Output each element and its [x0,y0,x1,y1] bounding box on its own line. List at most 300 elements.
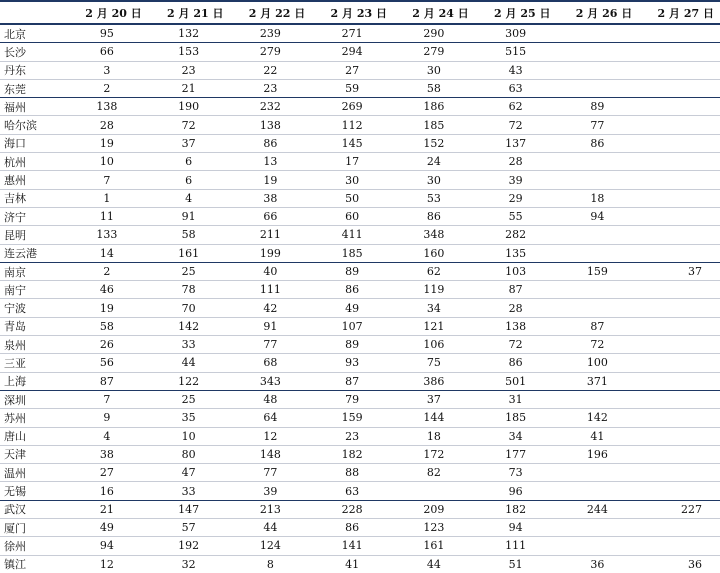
city-cell: 青岛 [0,317,66,335]
value-cell [638,445,720,463]
city-cell: 镇江 [4,558,26,572]
value-cell: 124 [230,537,312,555]
value-cell: 145 [311,134,393,152]
header-date: 2 月 25 日 [475,1,557,24]
value-cell: 6 [148,171,230,189]
city-cell: 唐山 [0,427,66,445]
value-cell: 16 [66,482,148,500]
value-cell: 86 [393,207,475,225]
table-row [0,153,720,171]
value-cell: 58 [148,226,230,244]
value-cell: 44 [426,557,441,571]
value-cell: 94 [66,537,148,555]
value-cell: 1 [66,189,148,207]
table-row [0,427,720,445]
value-cell [638,226,720,244]
value-cell: 37 [148,134,230,152]
table-row [0,500,720,518]
table-row [0,24,720,43]
value-cell: 72 [148,116,230,134]
value-cell: 185 [475,409,557,427]
table-row [0,519,720,537]
city-cell: 济宁 [0,207,66,225]
value-cell: 42 [230,299,312,317]
value-cell: 7 [66,390,148,408]
value-cell: 55 [475,207,557,225]
value-cell: 348 [393,226,475,244]
value-cell: 49 [66,519,148,537]
value-cell [638,98,720,116]
header-date: 2 月 24 日 [393,1,475,24]
value-cell: 80 [148,445,230,463]
value-cell [557,244,639,262]
value-cell [557,79,639,97]
value-cell: 122 [148,372,230,390]
value-cell: 343 [230,372,312,390]
table-row [0,372,720,390]
value-cell: 56 [66,354,148,372]
value-cell: 28 [66,116,148,134]
table-row [0,98,720,116]
value-cell [638,427,720,445]
value-cell: 10 [66,153,148,171]
value-cell: 186 [393,98,475,116]
value-cell: 282 [475,226,557,244]
value-cell [638,299,720,317]
value-cell: 37 [393,390,475,408]
city-cell: 三亚 [0,354,66,372]
value-cell: 106 [393,336,475,354]
value-cell: 94 [475,519,557,537]
header-date: 2 月 22 日 [230,1,312,24]
value-cell: 18 [393,427,475,445]
value-cell: 86 [557,134,639,152]
value-cell: 21 [66,500,148,518]
city-cell: 苏州 [0,409,66,427]
value-cell: 30 [393,171,475,189]
value-cell: 87 [311,372,393,390]
table-row [0,226,720,244]
value-cell: 294 [311,43,393,61]
city-cell: 武汉 [0,500,66,518]
value-cell: 19 [230,171,312,189]
value-cell [638,317,720,335]
value-cell: 138 [230,116,312,134]
value-cell: 269 [311,98,393,116]
value-cell: 161 [148,244,230,262]
city-cell: 天津 [0,445,66,463]
value-cell: 77 [230,464,312,482]
value-cell: 160 [393,244,475,262]
value-cell: 41 [557,427,639,445]
value-cell: 72 [475,116,557,134]
value-cell: 161 [393,537,475,555]
value-cell: 7 [66,171,148,189]
value-cell: 68 [230,354,312,372]
value-cell: 2 [66,79,148,97]
value-cell: 185 [311,244,393,262]
value-cell: 62 [393,262,475,280]
value-cell [393,482,475,500]
value-cell [638,61,720,79]
value-cell: 39 [230,482,312,500]
value-cell: 290 [393,24,475,43]
city-cell: 南京 [0,262,66,280]
value-cell [638,519,720,537]
value-cell: 95 [66,24,148,43]
value-cell: 147 [148,500,230,518]
value-cell: 79 [311,390,393,408]
value-cell: 64 [230,409,312,427]
table-row [0,134,720,152]
value-cell: 3 [66,61,148,79]
value-cell: 89 [311,336,393,354]
value-cell: 153 [148,43,230,61]
value-cell: 133 [66,226,148,244]
value-cell: 501 [475,372,557,390]
value-cell [557,537,639,555]
city-cell: 上海 [0,372,66,390]
value-cell: 36 [688,557,702,571]
value-cell: 72 [475,336,557,354]
city-cell: 泉州 [0,336,66,354]
value-cell: 411 [311,226,393,244]
value-cell: 70 [148,299,230,317]
header-date: 2 月 21 日 [148,1,230,24]
value-cell: 33 [148,482,230,500]
value-cell: 73 [475,464,557,482]
value-cell: 25 [148,390,230,408]
value-cell: 86 [311,281,393,299]
table-row [0,299,720,317]
table-row [0,390,720,408]
value-cell: 111 [475,537,557,555]
table-row [0,482,720,500]
value-cell: 132 [148,24,230,43]
value-cell: 53 [393,189,475,207]
city-cell: 长沙 [0,43,66,61]
value-cell [638,372,720,390]
city-cell: 温州 [0,464,66,482]
value-cell: 38 [66,445,148,463]
value-cell [557,226,639,244]
value-cell [557,61,639,79]
value-cell: 66 [230,207,312,225]
value-cell: 228 [311,500,393,518]
value-cell [557,299,639,317]
value-cell: 41 [345,557,360,571]
value-cell: 31 [475,390,557,408]
value-cell: 244 [557,500,639,518]
value-cell: 152 [393,134,475,152]
value-cell: 30 [311,171,393,189]
value-cell: 51 [508,557,523,571]
value-cell: 63 [475,79,557,97]
value-cell: 6 [148,153,230,171]
value-cell: 190 [148,98,230,116]
city-cell: 杭州 [0,153,66,171]
city-cell: 北京 [0,24,66,43]
value-cell: 58 [66,317,148,335]
value-cell: 12 [99,557,114,571]
city-cell: 徐州 [0,537,66,555]
table-row [0,207,720,225]
value-cell [557,390,639,408]
value-cell: 35 [148,409,230,427]
value-cell: 213 [230,500,312,518]
table-body [0,24,720,573]
value-cell: 63 [311,482,393,500]
value-cell: 82 [393,464,475,482]
value-cell: 28 [475,299,557,317]
value-cell: 137 [475,134,557,152]
value-cell: 91 [230,317,312,335]
value-cell: 37 [638,262,720,280]
value-cell: 119 [393,281,475,299]
value-cell [557,482,639,500]
table-row [0,262,720,280]
value-cell: 159 [311,409,393,427]
value-cell: 142 [557,409,639,427]
table-row [0,116,720,134]
value-cell [638,537,720,555]
value-cell: 87 [475,281,557,299]
city-cell: 无锡 [0,482,66,500]
value-cell [557,464,639,482]
value-cell [638,281,720,299]
city-cell: 丹东 [0,61,66,79]
city-cell: 连云港 [0,244,66,262]
table-row [0,317,720,335]
table-row [0,281,720,299]
value-cell [638,409,720,427]
value-cell: 13 [230,153,312,171]
value-cell [638,43,720,61]
value-cell: 89 [311,262,393,280]
value-cell [638,354,720,372]
value-cell [638,464,720,482]
value-cell: 142 [148,317,230,335]
value-cell: 182 [475,500,557,518]
value-cell: 46 [66,281,148,299]
value-cell: 77 [557,116,639,134]
value-cell: 23 [148,61,230,79]
value-cell: 100 [557,354,639,372]
value-cell: 44 [230,519,312,537]
value-cell [638,336,720,354]
value-cell: 23 [311,427,393,445]
value-cell: 30 [393,61,475,79]
value-cell: 50 [311,189,393,207]
table-row [0,336,720,354]
value-cell: 91 [148,207,230,225]
value-cell: 34 [393,299,475,317]
value-cell: 87 [66,372,148,390]
table-row [0,555,720,573]
table-row [0,354,720,372]
value-cell: 32 [181,557,196,571]
value-cell: 77 [230,336,312,354]
header-date: 2 月 27 日 [638,1,720,24]
value-cell: 515 [475,43,557,61]
value-cell [638,482,720,500]
value-cell: 86 [230,134,312,152]
value-cell: 239 [230,24,312,43]
value-cell: 60 [311,207,393,225]
table-row [0,189,720,207]
value-cell [557,43,639,61]
value-cell: 47 [148,464,230,482]
value-cell: 34 [475,427,557,445]
value-cell [638,171,720,189]
value-cell: 66 [66,43,148,61]
table-row [0,61,720,79]
value-cell: 4 [66,427,148,445]
value-cell: 196 [557,445,639,463]
value-cell: 4 [148,189,230,207]
city-cell: 哈尔滨 [0,116,66,134]
value-cell: 28 [475,153,557,171]
value-cell [638,207,720,225]
value-cell: 48 [230,390,312,408]
value-cell: 44 [148,354,230,372]
value-cell [638,79,720,97]
city-cell: 昆明 [0,226,66,244]
table-row [0,409,720,427]
city-cell: 深圳 [0,390,66,408]
value-cell: 58 [393,79,475,97]
city-cell: 吉林 [0,189,66,207]
value-cell: 40 [230,262,312,280]
table-row [0,171,720,189]
value-cell: 78 [148,281,230,299]
value-cell [557,24,639,43]
value-cell [638,116,720,134]
city-cell: 宁波 [0,299,66,317]
value-cell [557,281,639,299]
value-cell: 148 [230,445,312,463]
value-cell: 21 [148,79,230,97]
city-cell: 福州 [0,98,66,116]
value-cell [638,153,720,171]
value-cell: 36 [590,557,605,571]
value-cell: 25 [148,262,230,280]
value-cell: 177 [475,445,557,463]
value-cell: 11 [66,207,148,225]
value-cell: 172 [393,445,475,463]
value-cell: 144 [393,409,475,427]
value-cell: 107 [311,317,393,335]
value-cell: 27 [311,61,393,79]
value-cell: 87 [557,317,639,335]
value-cell: 232 [230,98,312,116]
city-cell: 厦门 [0,519,66,537]
value-cell: 138 [475,317,557,335]
value-cell: 159 [557,262,639,280]
city-cell: 东莞 [0,79,66,97]
value-cell: 279 [393,43,475,61]
table-row [0,445,720,463]
table-row [0,244,720,262]
value-cell: 26 [66,336,148,354]
value-cell: 2 [66,262,148,280]
value-cell: 185 [393,116,475,134]
value-cell: 39 [475,171,557,189]
header-date: 2 月 20 日 [66,1,148,24]
value-cell: 94 [557,207,639,225]
value-cell: 386 [393,372,475,390]
value-cell: 182 [311,445,393,463]
header-date: 2 月 26 日 [557,1,639,24]
value-cell [557,171,639,189]
value-cell [638,390,720,408]
table-row [0,537,720,555]
value-cell: 12 [230,427,312,445]
table-row [0,43,720,61]
value-cell: 19 [66,299,148,317]
value-cell: 103 [475,262,557,280]
value-cell: 192 [148,537,230,555]
city-cell: 惠州 [0,171,66,189]
value-cell: 49 [311,299,393,317]
value-cell: 72 [557,336,639,354]
value-cell: 141 [311,537,393,555]
city-cell: 南宁 [0,281,66,299]
value-cell: 8 [266,557,274,571]
value-cell: 10 [148,427,230,445]
value-cell: 89 [557,98,639,116]
value-cell: 9 [66,409,148,427]
value-cell: 75 [393,354,475,372]
value-cell: 111 [230,281,312,299]
value-cell [638,189,720,207]
value-cell: 38 [230,189,312,207]
value-cell: 23 [230,79,312,97]
city-cell: 海口 [0,134,66,152]
value-cell: 93 [311,354,393,372]
value-cell [557,519,639,537]
value-cell [638,134,720,152]
value-cell: 112 [311,116,393,134]
header-city [0,1,66,24]
value-cell: 227 [638,500,720,518]
value-cell: 59 [311,79,393,97]
value-cell: 211 [230,226,312,244]
table-row [0,464,720,482]
value-cell: 96 [475,482,557,500]
value-cell: 17 [311,153,393,171]
value-cell [638,244,720,262]
table-row [0,79,720,97]
value-cell: 57 [148,519,230,537]
value-cell: 14 [66,244,148,262]
value-cell: 19 [66,134,148,152]
value-cell: 271 [311,24,393,43]
value-cell: 18 [557,189,639,207]
header-date: 2 月 23 日 [311,1,393,24]
value-cell: 62 [475,98,557,116]
value-cell: 309 [475,24,557,43]
value-cell: 138 [66,98,148,116]
value-cell: 86 [475,354,557,372]
value-cell: 27 [66,464,148,482]
value-cell: 135 [475,244,557,262]
value-cell: 43 [475,61,557,79]
value-cell: 24 [393,153,475,171]
value-cell: 279 [230,43,312,61]
value-cell: 371 [557,372,639,390]
value-cell: 123 [393,519,475,537]
